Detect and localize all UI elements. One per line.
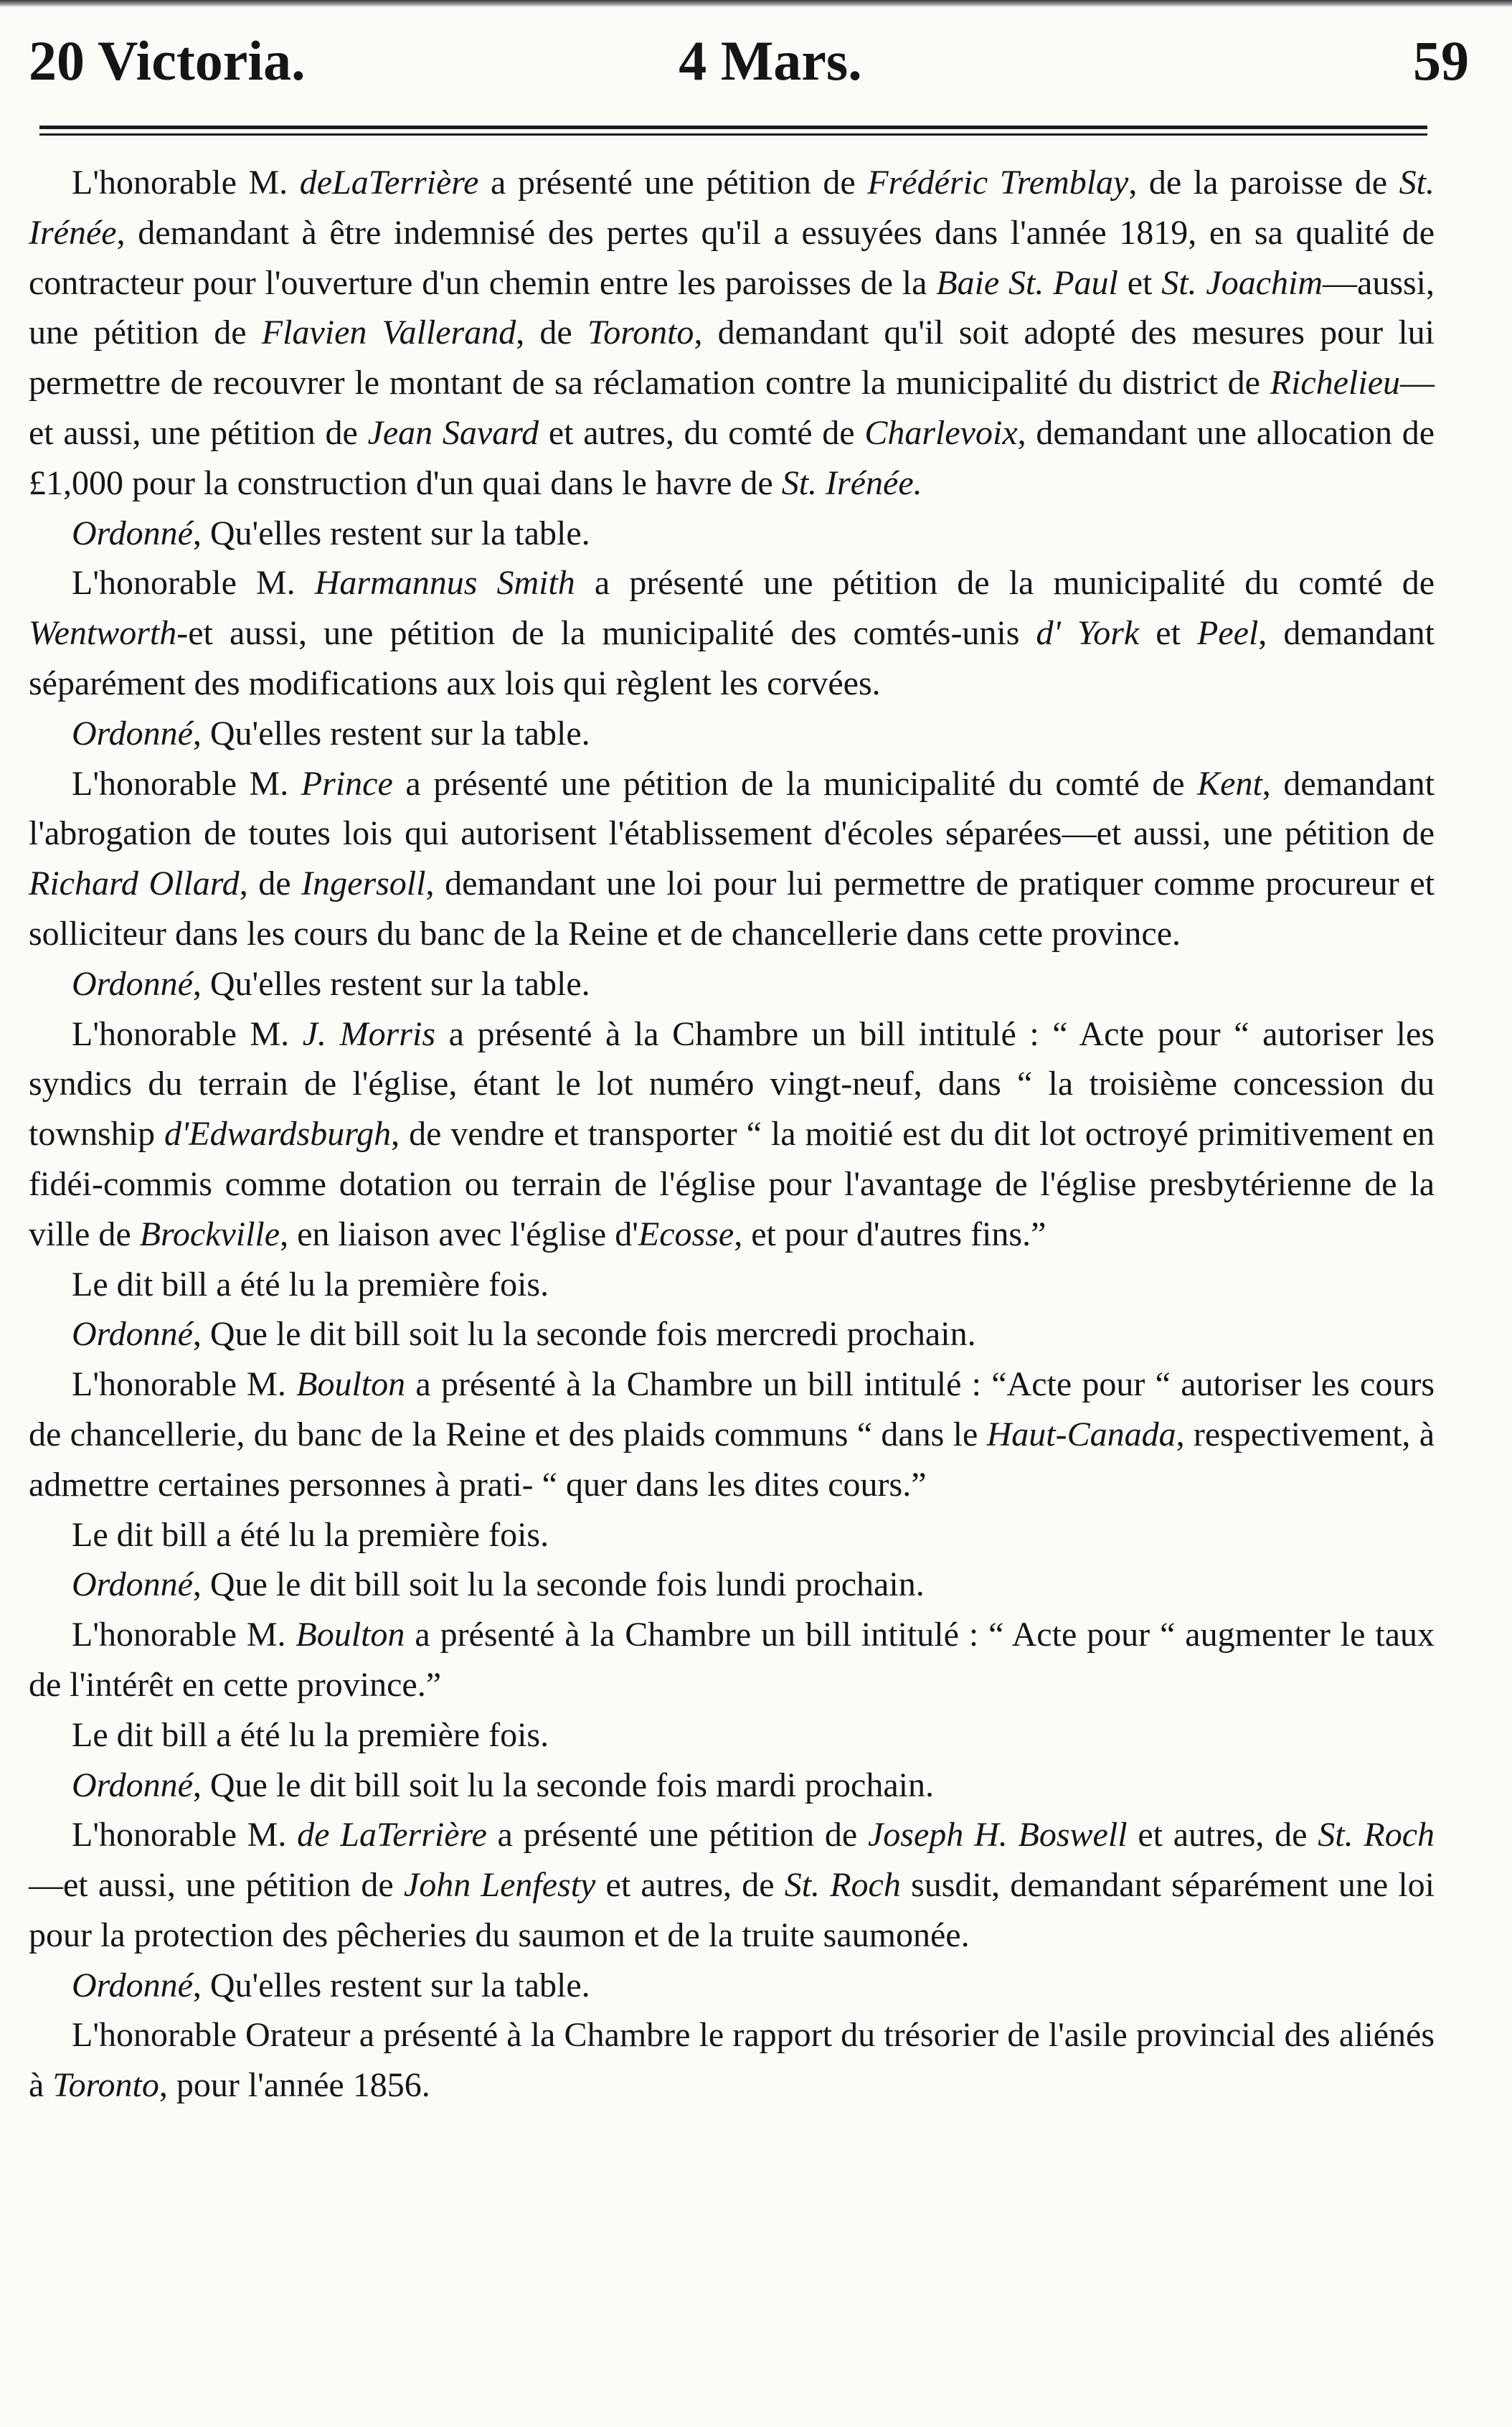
text-run: a présenté à la Chambre un bill intitulé : “ Acte pour “ autoriser les syndics du terrain de l'église, étant le lot numéro vingt-neuf, dans “ la troisième concession du township	[29, 1014, 1435, 1154]
journal-paragraph	[29, 158, 1435, 509]
italic-name: Richelieu	[1270, 364, 1400, 402]
text-run: , Que le dit bill soit lu la seconde fois mardi prochain.	[192, 1766, 934, 1804]
text-run: —aussi, une pétition de	[29, 263, 1435, 352]
text-run: a présenté une pétition de	[478, 164, 868, 202]
text-run: et autres, de	[1127, 1816, 1318, 1855]
text-run: , de	[516, 314, 587, 352]
italic-name: de LaTerrière	[297, 1816, 487, 1855]
header-rule	[39, 126, 1427, 129]
italic-name: Frédéric Tremblay	[867, 164, 1129, 202]
journal-paragraph	[29, 509, 1435, 559]
text-run: , Qu'elles restent sur la table.	[192, 714, 590, 753]
session-label: 20 Victoria.	[29, 29, 306, 92]
text-run: , Que le dit bill soit lu la seconde fois lundi prochain.	[192, 1565, 925, 1604]
journal-paragraph	[29, 1359, 1435, 1509]
journal-paragraph	[29, 959, 1435, 1009]
text-run: , Qu'elles restent sur la table.	[192, 514, 590, 552]
italic-name: John Lenfesty	[403, 1866, 596, 1905]
italic-name: Prince	[301, 764, 393, 803]
italic-name: Kent	[1197, 764, 1262, 803]
text-run: a présenté une pétition de	[486, 1816, 868, 1855]
italic-name: Boulton	[296, 1365, 406, 1404]
italic-name: Haut-Canada	[986, 1415, 1176, 1453]
italic-name: Harmannus Smith	[314, 564, 575, 603]
journal-paragraph	[29, 1309, 1435, 1359]
text-run: et autres, du comté de	[539, 413, 865, 452]
text-run: et autres, de	[595, 1866, 785, 1905]
journal-paragraph	[29, 1710, 1435, 1761]
text-run: -et aussi, une pétition de la municipalité des comtés-unis	[176, 614, 1036, 653]
journal-paragraph	[29, 1761, 1435, 1811]
italic-name: Peel	[1197, 614, 1259, 653]
italic-name: St. Roch	[784, 1866, 901, 1905]
italic-name: St. Irénée	[29, 164, 1435, 252]
text-run: Le dit bill a été lu la première fois.	[72, 1265, 549, 1304]
italic-name: Charlevoix	[864, 413, 1018, 452]
journal-paragraph	[29, 1260, 1435, 1310]
italic-name: Toronto	[587, 314, 694, 352]
page-header	[29, 22, 1483, 100]
italic-name: Jean Savard	[367, 413, 539, 452]
italic-name: Ordonné	[72, 514, 193, 552]
text-run: et	[1139, 614, 1198, 653]
text-run: , et pour d'autres fins.”	[734, 1215, 1046, 1253]
text-run: , respectivement, à admettre certaines personnes à prati- “ quer dans les dites cours.”	[29, 1415, 1435, 1504]
text-run: L'honorable M.	[72, 1014, 303, 1053]
italic-name: Ecosse	[638, 1215, 734, 1253]
italic-name: d'Edwardsburgh	[164, 1115, 392, 1154]
date-label: 4 Mars.	[679, 29, 862, 92]
italic-name: St. Roch	[1318, 1816, 1435, 1855]
text-run: , demandant qu'il soit adopté des mesures pour lui permettre de recouvrer le montant de sa réclamation contre la municipalité du district de	[29, 314, 1435, 402]
text-run: , Qu'elles restent sur la table.	[192, 1966, 590, 2004]
italic-name: Boulton	[296, 1616, 405, 1654]
italic-name: d' York	[1036, 614, 1140, 653]
italic-name: J. Morris	[302, 1014, 435, 1053]
italic-name: St. Joachim	[1161, 263, 1323, 302]
italic-name: Wentworth	[29, 614, 177, 653]
text-run: —et aussi, une pétition de	[29, 1866, 404, 1905]
journal-paragraph	[29, 1810, 1435, 1960]
text-run: L'honorable Orateur a présenté à la Chambre le rapport du trésorier de l'asile provincial des aliénés à	[29, 2016, 1435, 2105]
text-run: a présenté une pétition de la municipalité du comté de	[392, 764, 1198, 803]
page-top-edge	[0, 0, 1512, 7]
text-run: Le dit bill a été lu la première fois.	[72, 1515, 549, 1554]
text-run: L'honorable M.	[72, 1365, 297, 1404]
italic-name: Ordonné	[72, 964, 193, 1003]
text-run: susdit, demandant séparément une loi pour la protection des pêcheries du saumon et de la truite saumonée.	[29, 1866, 1435, 1954]
text-run: , de vendre et transporter “ la moitié est du dit lot octroyé primitivement en fidéi-commis comme dotation ou terrain de l'église pour l'avantage de l'église presbytérienne de la ville de	[29, 1115, 1435, 1253]
italic-name: Richard Ollard	[29, 864, 240, 903]
text-run: , demandant une loi pour lui permettre de pratiquer comme procureur et solliciteur dans les cours du banc de la Reine et de chancellerie dans cette province.	[29, 864, 1435, 953]
italic-name: Ordonné	[72, 1966, 193, 2004]
italic-name: Ordonné	[72, 714, 193, 753]
text-run: , demandant séparément des modifications aux lois qui règlent les corvées.	[29, 614, 1435, 702]
text-run: , demandant une allocation de £1,000 pour la construction d'un quai dans le havre de	[29, 413, 1435, 502]
journal-paragraph	[29, 1510, 1435, 1560]
text-run: et	[1118, 263, 1162, 302]
journal-paragraph	[29, 558, 1435, 708]
italic-name: Flavien Vallerand	[261, 314, 516, 352]
header-rule-thin	[39, 133, 1427, 136]
text-run: L'honorable M.	[72, 764, 301, 803]
journal-paragraph	[29, 2010, 1435, 2111]
text-run: L'honorable M.	[72, 1816, 298, 1855]
text-run: , de la paroisse de	[1128, 164, 1399, 202]
italic-name: Ordonné	[72, 1315, 193, 1354]
text-run: a présenté une pétition de la municipalité du comté de	[575, 564, 1435, 603]
text-run: L'honorable M.	[72, 164, 300, 202]
text-run: , demandant l'abrogation de toutes lois qui autorisent l'établissement d'écoles séparées—et aussi, une pétition de	[29, 764, 1435, 853]
text-run: Le dit bill a été lu la première fois.	[72, 1715, 549, 1754]
journal-paragraph	[29, 1009, 1435, 1260]
text-run: , Qu'elles restent sur la table.	[192, 964, 590, 1003]
text-run: —et aussi, une pétition de	[29, 364, 1435, 452]
journal-paragraph	[29, 1560, 1435, 1610]
journal-paragraph	[29, 759, 1435, 959]
italic-name: Toronto	[52, 2066, 159, 2105]
text-run: , pour l'année 1856.	[159, 2066, 430, 2105]
text-run: , de	[239, 864, 302, 903]
text-run: L'honorable M.	[72, 564, 315, 603]
text-run: L'honorable M.	[72, 1616, 296, 1654]
journal-paragraph	[29, 709, 1435, 759]
italic-name: Ordonné	[72, 1766, 193, 1804]
page-number: 59	[1413, 29, 1469, 92]
text-run: , en liaison avec l'église d'	[280, 1215, 638, 1253]
italic-name: deLaTerrière	[299, 164, 479, 202]
text-run: , demandant à être indemnisé des pertes qu'il a essuyées dans l'année 1819, en sa qualité de contracteur pour l'ouverture d'un chemin entre les paroisses de la	[29, 213, 1435, 302]
italic-name: Baie St. Paul	[936, 263, 1118, 302]
italic-name: Ordonné	[72, 1565, 193, 1604]
text-run: a présenté à la Chambre un bill intitulé : “ Acte pour “ augmenter le taux de l'intérêt en cette province.”	[29, 1616, 1435, 1704]
text-run: a présenté à la Chambre un bill intitulé : “Acte pour “ autoriser les cours de chancellerie, du banc de la Reine et des plaids communs “ dans le	[29, 1365, 1435, 1453]
italic-name: Brockville	[139, 1215, 280, 1253]
text-run: , Que le dit bill soit lu la seconde fois mercredi prochain.	[192, 1315, 976, 1354]
journal-paragraph	[29, 1961, 1435, 2011]
italic-name: St. Irénée.	[781, 463, 922, 502]
italic-name: Joseph H. Boswell	[868, 1816, 1128, 1855]
journal-paragraph	[29, 1610, 1435, 1710]
italic-name: Ingersoll	[301, 864, 426, 903]
journal-body	[29, 158, 1435, 2111]
